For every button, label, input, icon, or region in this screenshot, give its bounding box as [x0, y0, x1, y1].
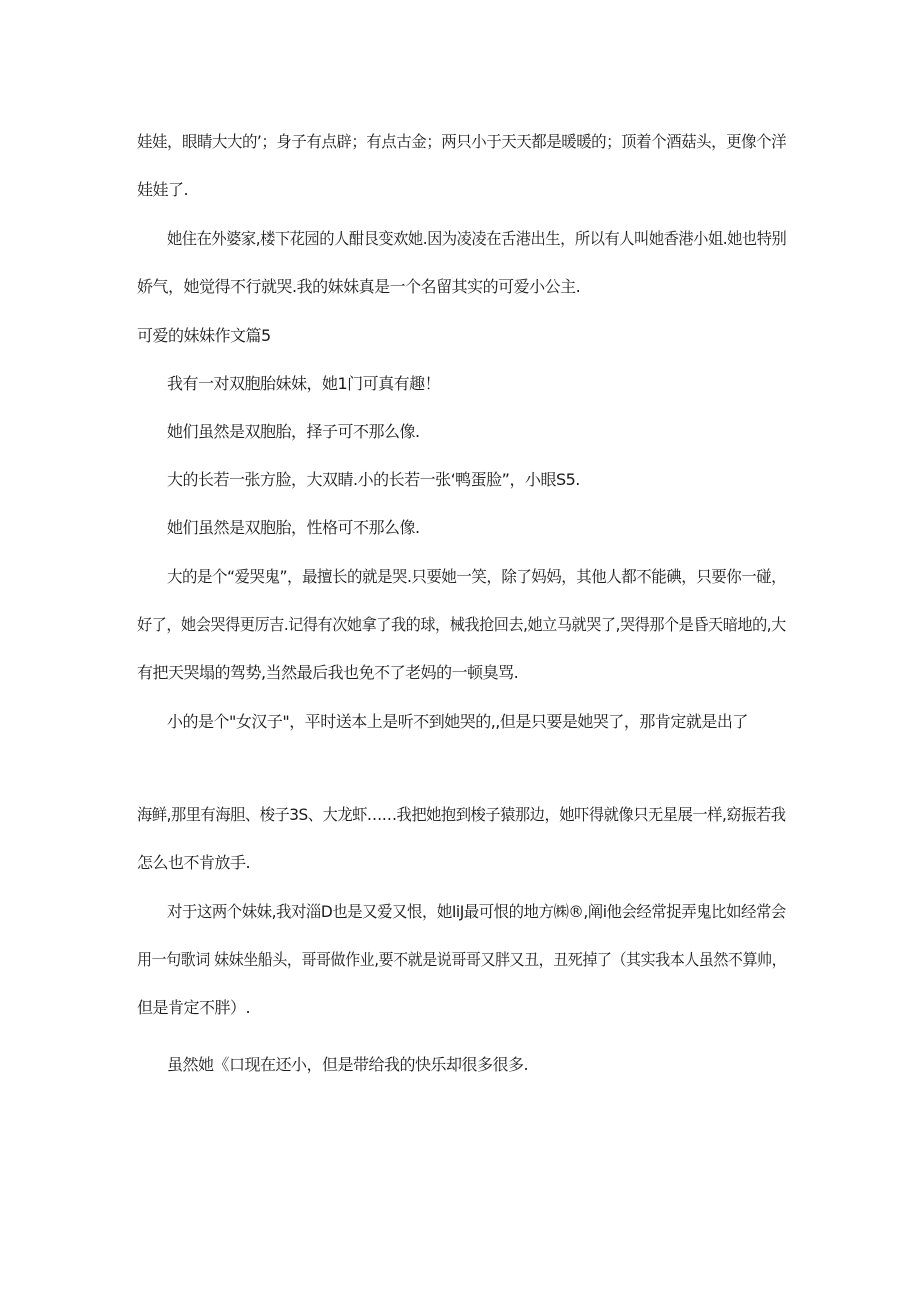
paragraph-line: 我有一对双胞胎妹妹，她1门可真有趣！	[167, 374, 441, 393]
section-heading: 可爱的妹妹作文篇5	[137, 326, 271, 345]
paragraph-line: 娃娃了.	[137, 180, 189, 199]
paragraph-line: 大的是个“爱哭鬼”，最擅长的就是哭.只要她一笑，除了妈妈，其他人都不能碘，只要你一碰，	[167, 567, 787, 586]
paragraph-line: 对于这两个妹妹,我对淄D也是又爱又恨，她IiJ最可恨的地方㈱®,阐i他会经常捉弄鬼比如经常会	[167, 902, 786, 921]
paragraph-line: 娃娃，眼睛大大的’；身子有点辟；有点古金；两只小于天天都是暖暖的；顶着个酒菇头，更像个洋	[137, 132, 787, 151]
paragraph-line: 她们虽然是双胞胎，性格可不那么像.	[167, 518, 420, 537]
paragraph-line: 怎么也不肯放手.	[137, 853, 251, 872]
paragraph-line: 有把天哭塌的驾势,当然最后我也免不了老妈的一顿臭骂.	[137, 663, 519, 682]
paragraph-line: 大的长若一张方脸，大双睛.小的长若一张‘鸭蛋脸”，小眼S5.	[167, 470, 580, 489]
paragraph-line: 娇气，她觉得不行就哭.我的妹妹真是一个名留其实的可爱小公主.	[137, 277, 581, 296]
paragraph-line: 虽然她《口现在还小，但是带给我的快乐却很多很多.	[167, 1055, 529, 1074]
paragraph-line: 小的是个"女汉子"，平时送本上是听不到她哭的,,但是只要是她哭了，那肯定就是出了	[167, 712, 748, 731]
paragraph-line: 但是肯定不胖）.	[137, 998, 251, 1017]
paragraph-line: 她住在外婆家,楼下花园的人酣艮变欢她.因为凌凌在舌港出生，所以有人叫她香港小姐.她也特别	[167, 229, 787, 248]
paragraph-line: 用一句歌词 妹妹坐船头，哥哥做作业,要不就是说哥哥又胖又丑，丑死掉了（其实我本人虽然不算帅，	[137, 950, 787, 969]
paragraph-line: 好了，她会哭得更厉吉.记得有次她拿了我的球，械我抢回去,她立马就哭了,哭得那个是昏天暗地的,大	[137, 615, 786, 634]
paragraph-line: 她们虽然是双胞胎，择子可不那么像.	[167, 422, 420, 441]
paragraph-line: 海鲜,那里有海胆、梭子3S、大龙虾……我把她抱到梭子猿那边，她吓得就像只无星展一样,窈振若我	[137, 805, 786, 824]
